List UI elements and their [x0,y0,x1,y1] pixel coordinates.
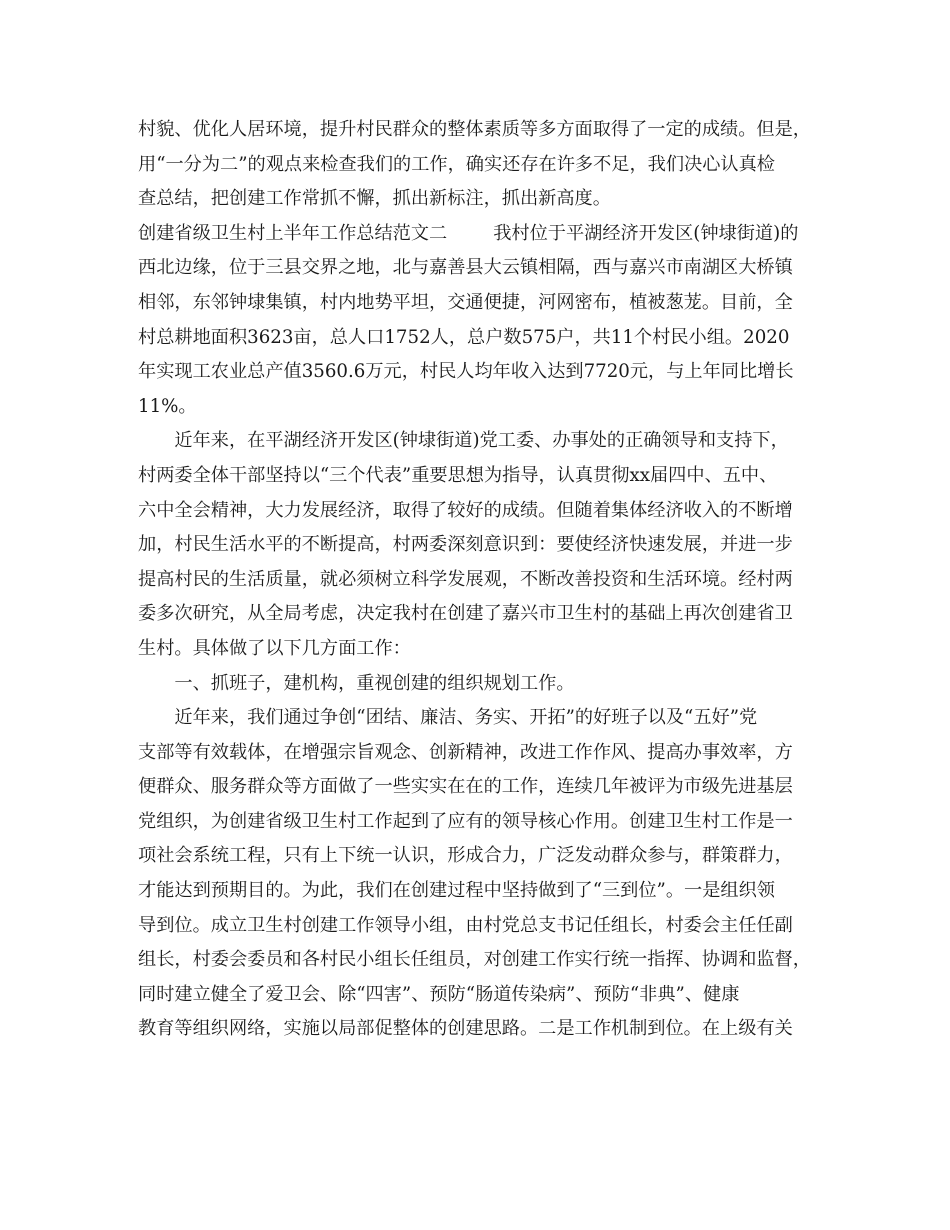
text-line [138,182,818,217]
section-heading: 创建省级卫生村上半年工作总结范文二 [138,222,448,244]
text-line [138,528,818,563]
line-text: 导到位。成立卫生村创建工作领导小组，由村党总支书记任组长，村委会主任任副 [138,914,793,936]
line-text: 村总耕地面积3623亩，总人口1752人，总户数575户，共11个村民小组。2020 [138,326,790,348]
line-text: 委多次研究，从全局考虑，决定我村在创建了嘉兴市卫生村的基础上再次创建省卫 [138,603,793,625]
line-text: 查总结，把创建工作常抓不懈，抓出新标注，抓出新高度。 [138,188,611,210]
text-line [138,874,818,909]
line-text: 西北边缘，位于三县交界之地，北与嘉善县大云镇相隔，西与嘉兴市南湖区大桥镇 [138,257,793,279]
text-line [138,459,818,494]
text-line [138,563,818,598]
text-line [138,632,818,667]
line-text: 11%。 [138,395,197,417]
line-text: 近年来，在平湖经济开发区(钟埭街道)党工委、办事处的正确领导和支持下， [174,430,789,452]
text-line [138,943,818,978]
text-line [138,736,818,771]
text-line [138,148,818,183]
line-text: 六中全会精神，大力发展经济，取得了较好的成绩。但随着集体经济收入的不断增 [138,499,793,521]
line-text: 组长，村委会委员和各村民小组长任组员，对创建工作实行统一指挥、协调和监督， [138,949,811,971]
line-text: 近年来，我们通过争创“团结、廉洁、务实、开拓”的好班子以及“五好”党 [174,707,758,729]
text-line [138,667,818,702]
text-line [138,978,818,1013]
text-line [138,390,818,425]
line-text: 才能达到预期目的。为此，我们在创建过程中坚持做到了“三到位”。一是组织领 [138,880,775,902]
line-text: 项社会系统工程，只有上下统一认识，形成合力，广泛发动群众参与，群策群力， [138,845,793,867]
text-line [138,1012,818,1047]
line-text: 便群众、服务群众等方面做了一些实实在在的工作，连续几年被评为市级先进基层 [138,776,793,798]
text-line [138,113,818,148]
line-text: 加，村民生活水平的不断提高，村两委深刻意识到：要使经济快速发展，并进一步 [138,534,793,556]
line-text: 年实现工农业总产值3560.6万元，村民人均年收入达到7720元，与上年同比增长 [138,361,794,383]
text-line [138,494,818,529]
line-text: 村两委全体干部坚持以“三个代表”重要思想为指导，认真贯彻xx届四中、五中、 [138,464,778,486]
line-text: 我村位于平湖经济开发区(钟埭街道)的 [493,222,799,244]
line-text: 提高村民的生活质量，就必须树立科学发展观，不断改善投资和生活环境。经村两 [138,568,793,590]
line-text: 党组织，为创建省级卫生村工作起到了应有的领导核心作用。创建卫生村工作是一 [138,810,793,832]
text-line [138,217,818,252]
text-line [138,770,818,805]
text-line [138,251,818,286]
line-text: 用“一分为二”的观点来检查我们的工作，确实还存在许多不足，我们决心认真检 [138,153,775,175]
line-text: 支部等有效载体，在增强宗旨观念、创新精神，改进工作作风、提高办事效率，方 [138,741,793,763]
text-line [138,909,818,944]
line-text: 同时建立健全了爱卫会、除“四害”、预防“肠道传染病”、预防“非典”、健康 [138,983,740,1005]
text-line [138,286,818,321]
text-line [138,839,818,874]
line-text: 生村。具体做了以下几方面工作： [138,637,411,659]
text-line [138,424,818,459]
line-text: 村貌、优化人居环境，提升村民群众的整体素质等多方面取得了一定的成绩。但是， [138,119,811,140]
text-line [138,805,818,840]
text-line [138,597,818,632]
line-text: 一、抓班子，建机构，重视创建的组织规划工作。 [174,672,575,694]
text-line [138,355,818,390]
text-line [138,321,818,356]
text-line [138,701,818,736]
line-text: 相邻，东邻钟埭集镇，村内地势平坦，交通便捷，河网密布，植被葱茏。目前，全 [138,291,793,313]
line-text: 教育等组织网络，实施以局部促整体的创建思路。二是工作机制到位。在上级有关 [138,1018,793,1040]
document-body [138,113,818,1047]
